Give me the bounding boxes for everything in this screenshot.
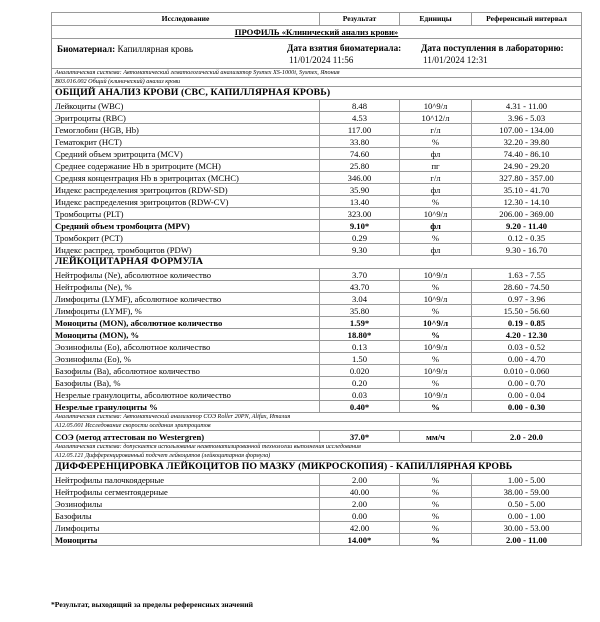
test-name: Эозинофилы (Eo), % bbox=[52, 353, 320, 365]
test-name: Моноциты (MON), абсолютное количество bbox=[52, 317, 320, 329]
result-row bbox=[52, 281, 582, 293]
test-name: Индекс распределения эритроцитов (RDW-CV) bbox=[52, 196, 320, 208]
reference-range: 4.20 - 12.30 bbox=[472, 329, 582, 341]
result-unit: фл bbox=[400, 244, 472, 256]
reference-range: 206.00 - 369.00 bbox=[472, 208, 582, 220]
reference-range: 0.03 - 0.52 bbox=[472, 341, 582, 353]
result-value: 0.13 bbox=[320, 341, 400, 353]
result-row bbox=[52, 136, 582, 148]
note-row bbox=[52, 452, 582, 461]
note-row bbox=[52, 69, 582, 78]
test-name: Индекс распред. тромбоцитов (PDW) bbox=[52, 244, 320, 256]
reference-range: 0.00 - 1.00 bbox=[472, 510, 582, 522]
reference-range: 0.50 - 5.00 bbox=[472, 498, 582, 510]
result-row bbox=[52, 474, 582, 486]
result-unit: % bbox=[400, 401, 472, 413]
biomaterial bbox=[57, 44, 193, 54]
result-row bbox=[52, 208, 582, 220]
footnote: *Результат, выходящий за пределы референсных значений bbox=[51, 600, 253, 609]
test-name: Нейтрофилы сегментоядерные bbox=[52, 486, 320, 498]
reference-range: 327.80 - 357.00 bbox=[472, 172, 582, 184]
result-row bbox=[52, 269, 582, 281]
reference-range: 2.0 - 20.0 bbox=[472, 431, 582, 443]
result-value: 2.00 bbox=[320, 498, 400, 510]
test-name: Индекс распределения эритроцитов (RDW-SD) bbox=[52, 184, 320, 196]
result-row bbox=[52, 431, 582, 443]
test-name: Гематокрит (HCT) bbox=[52, 136, 320, 148]
result-unit: 10^12/л bbox=[400, 112, 472, 124]
biomaterial-value: Капиллярная кровь bbox=[117, 43, 194, 54]
section-smear-title: ДИФФЕРЕНЦИРОВКА ЛЕЙКОЦИТОВ ПО МАЗКУ (МИКРОСКОПИЯ) - КАПИЛЛЯРНАЯ КРОВЬ bbox=[52, 461, 582, 474]
result-row bbox=[52, 148, 582, 160]
reference-range: 1.00 - 5.00 bbox=[472, 474, 582, 486]
result-row bbox=[52, 353, 582, 365]
reference-range: 3.96 - 5.03 bbox=[472, 112, 582, 124]
reference-range: 1.63 - 7.55 bbox=[472, 269, 582, 281]
test-name: Незрелые гранулоциты, абсолютное количество bbox=[52, 389, 320, 401]
reference-range: 15.50 - 56.60 bbox=[472, 305, 582, 317]
test-name: Эозинофилы bbox=[52, 498, 320, 510]
result-unit: % bbox=[400, 377, 472, 389]
meta-row bbox=[52, 39, 582, 69]
result-unit: % bbox=[400, 305, 472, 317]
result-row bbox=[52, 293, 582, 305]
result-row bbox=[52, 160, 582, 172]
analytic-system-note: Аналитическая система: Автоматический гематологический анализатор Sysmex XS-1000i, Sysmex, Япония bbox=[52, 69, 582, 78]
result-unit: % bbox=[400, 281, 472, 293]
service-code-note: B03.016.002 Общий (клинический) анализ крови bbox=[52, 78, 582, 87]
reference-range: 4.31 - 11.00 bbox=[472, 100, 582, 112]
result-value: 40.00 bbox=[320, 486, 400, 498]
note-row bbox=[52, 78, 582, 87]
result-value: 8.48 bbox=[320, 100, 400, 112]
analytic-system-note: Аналитическая система: допускается использование неавтоматизированной технологии выполнения исследования bbox=[52, 443, 582, 452]
test-name: Моноциты (MON), % bbox=[52, 329, 320, 341]
result-unit: фл bbox=[400, 148, 472, 160]
service-code-note: A12.05.121 Дифференцированный подсчет лейкоцитов (лейкоцитарная формула) bbox=[52, 452, 582, 461]
test-name: Среднее содержание Hb в эритроците (MCH) bbox=[52, 160, 320, 172]
result-value: 14.00* bbox=[320, 534, 400, 546]
note-row bbox=[52, 422, 582, 431]
lab-report bbox=[51, 12, 581, 546]
service-code-note: A12.05.001 Исследование скорости оседания эритроцитов bbox=[52, 422, 582, 431]
result-value: 33.80 bbox=[320, 136, 400, 148]
test-name: Средний объем эритроцита (MCV) bbox=[52, 148, 320, 160]
result-row bbox=[52, 112, 582, 124]
result-value: 3.04 bbox=[320, 293, 400, 305]
reference-range: 74.40 - 86.10 bbox=[472, 148, 582, 160]
reference-range: 0.12 - 0.35 bbox=[472, 232, 582, 244]
reference-range: 0.00 - 0.30 bbox=[472, 401, 582, 413]
section-cbc-title: ОБЩИЙ АНАЛИЗ КРОВИ (CBC, КАПИЛЛЯРНАЯ КРОВЬ) bbox=[52, 87, 582, 100]
result-row bbox=[52, 401, 582, 413]
test-name: Тромбокрит (PCT) bbox=[52, 232, 320, 244]
result-unit: фл bbox=[400, 220, 472, 232]
test-name: Базофилы bbox=[52, 510, 320, 522]
result-unit: 10^9/л bbox=[400, 341, 472, 353]
result-value: 0.03 bbox=[320, 389, 400, 401]
result-row bbox=[52, 510, 582, 522]
section-header-row bbox=[52, 461, 582, 474]
result-value: 13.40 bbox=[320, 196, 400, 208]
result-value: 323.00 bbox=[320, 208, 400, 220]
note-row bbox=[52, 413, 582, 422]
result-unit: 10^9/л bbox=[400, 317, 472, 329]
result-row bbox=[52, 100, 582, 112]
received-date-label: Дата поступления в лабораторию: bbox=[421, 42, 564, 53]
reference-range: 24.90 - 29.20 bbox=[472, 160, 582, 172]
result-unit: % bbox=[400, 486, 472, 498]
header-reference: Референсный интервал bbox=[472, 13, 582, 26]
result-value: 25.80 bbox=[320, 160, 400, 172]
result-value: 117.00 bbox=[320, 124, 400, 136]
result-row bbox=[52, 305, 582, 317]
test-name: СОЭ (метод аттестован по Westergren) bbox=[52, 431, 320, 443]
result-unit: г/л bbox=[400, 172, 472, 184]
result-value: 43.70 bbox=[320, 281, 400, 293]
test-name: Эозинофилы (Eo), абсолютное количество bbox=[52, 341, 320, 353]
result-row bbox=[52, 341, 582, 353]
reference-range: 2.00 - 11.00 bbox=[472, 534, 582, 546]
result-unit: 10^9/л bbox=[400, 365, 472, 377]
reference-range: 107.00 - 134.00 bbox=[472, 124, 582, 136]
result-row bbox=[52, 534, 582, 546]
result-unit: % bbox=[400, 232, 472, 244]
analytic-system-note: Аналитическая система: Автоматический анализатор СОЭ Roller 20PN, Alifax, Италия bbox=[52, 413, 582, 422]
section-header-row bbox=[52, 87, 582, 100]
reference-range: 9.20 - 11.40 bbox=[472, 220, 582, 232]
reference-range: 0.00 - 0.70 bbox=[472, 377, 582, 389]
result-row bbox=[52, 124, 582, 136]
result-row bbox=[52, 196, 582, 208]
result-unit: % bbox=[400, 136, 472, 148]
reference-range: 0.00 - 0.04 bbox=[472, 389, 582, 401]
result-value: 3.70 bbox=[320, 269, 400, 281]
result-row bbox=[52, 232, 582, 244]
results-table bbox=[51, 12, 582, 546]
test-name: Базофилы (Ba), % bbox=[52, 377, 320, 389]
result-value: 9.30 bbox=[320, 244, 400, 256]
result-value: 42.00 bbox=[320, 522, 400, 534]
header-units: Единицы bbox=[400, 13, 472, 26]
biomaterial-label: Биоматериал: bbox=[57, 43, 116, 54]
test-name: Эритроциты (RBC) bbox=[52, 112, 320, 124]
test-name: Тромбоциты (PLT) bbox=[52, 208, 320, 220]
header-test: Исследование bbox=[52, 13, 320, 26]
collection-date-value: 11/01/2024 11:56 bbox=[289, 54, 354, 65]
result-unit: % bbox=[400, 474, 472, 486]
reference-range: 12.30 - 14.10 bbox=[472, 196, 582, 208]
result-unit: % bbox=[400, 534, 472, 546]
result-unit: 10^9/л bbox=[400, 269, 472, 281]
test-name: Незрелые гранулоциты % bbox=[52, 401, 320, 413]
collection-date-label: Дата взятия биоматериала: bbox=[287, 42, 402, 53]
result-unit: % bbox=[400, 353, 472, 365]
reference-range: 35.10 - 41.70 bbox=[472, 184, 582, 196]
reference-range: 38.00 - 59.00 bbox=[472, 486, 582, 498]
test-name: Лимфоциты (LYMF), % bbox=[52, 305, 320, 317]
result-unit: % bbox=[400, 498, 472, 510]
result-row bbox=[52, 377, 582, 389]
result-row bbox=[52, 220, 582, 232]
result-value: 2.00 bbox=[320, 474, 400, 486]
result-unit: % bbox=[400, 329, 472, 341]
test-name: Лимфоциты bbox=[52, 522, 320, 534]
note-row bbox=[52, 443, 582, 452]
reference-range: 30.00 - 53.00 bbox=[472, 522, 582, 534]
result-value: 0.29 bbox=[320, 232, 400, 244]
section-leuko-title: ЛЕЙКОЦИТАРНАЯ ФОРМУЛА bbox=[52, 256, 582, 269]
result-row bbox=[52, 244, 582, 256]
received-date bbox=[421, 42, 564, 66]
test-name: Базофилы (Ba), абсолютное количество bbox=[52, 365, 320, 377]
result-row bbox=[52, 329, 582, 341]
test-name: Средняя концентрация Hb в эритроцитах (MCHC) bbox=[52, 172, 320, 184]
result-value: 1.59* bbox=[320, 317, 400, 329]
reference-range: 9.30 - 16.70 bbox=[472, 244, 582, 256]
result-unit: пг bbox=[400, 160, 472, 172]
result-row bbox=[52, 498, 582, 510]
test-name: Нейтрофилы (Ne), абсолютное количество bbox=[52, 269, 320, 281]
header-result: Результат bbox=[320, 13, 400, 26]
result-row bbox=[52, 317, 582, 329]
result-value: 35.90 bbox=[320, 184, 400, 196]
test-name: Нейтрофилы (Ne), % bbox=[52, 281, 320, 293]
collection-date bbox=[287, 42, 401, 66]
result-unit: 10^9/л bbox=[400, 389, 472, 401]
result-value: 18.80* bbox=[320, 329, 400, 341]
test-name: Лимфоциты (LYMF), абсолютное количество bbox=[52, 293, 320, 305]
result-row bbox=[52, 184, 582, 196]
result-unit: мм/ч bbox=[400, 431, 472, 443]
result-unit: 10^9/л bbox=[400, 100, 472, 112]
result-unit: % bbox=[400, 196, 472, 208]
reference-range: 0.19 - 0.85 bbox=[472, 317, 582, 329]
reference-range: 0.97 - 3.96 bbox=[472, 293, 582, 305]
result-unit: 10^9/л bbox=[400, 208, 472, 220]
result-value: 0.020 bbox=[320, 365, 400, 377]
result-row bbox=[52, 365, 582, 377]
result-unit: фл bbox=[400, 184, 472, 196]
result-unit: % bbox=[400, 522, 472, 534]
result-row bbox=[52, 389, 582, 401]
test-name: Лейкоциты (WBC) bbox=[52, 100, 320, 112]
test-name: Нейтрофилы палочкоядерные bbox=[52, 474, 320, 486]
reference-range: 0.00 - 4.70 bbox=[472, 353, 582, 365]
result-value: 35.80 bbox=[320, 305, 400, 317]
result-value: 74.60 bbox=[320, 148, 400, 160]
result-unit: 10^9/л bbox=[400, 293, 472, 305]
result-unit: % bbox=[400, 510, 472, 522]
result-value: 0.20 bbox=[320, 377, 400, 389]
reference-range: 32.20 - 39.80 bbox=[472, 136, 582, 148]
test-name: Моноциты bbox=[52, 534, 320, 546]
result-row bbox=[52, 486, 582, 498]
result-value: 9.10* bbox=[320, 220, 400, 232]
received-date-value: 11/01/2024 12:31 bbox=[423, 54, 488, 65]
result-unit: г/л bbox=[400, 124, 472, 136]
test-name: Гемоглобин (HGB, Hb) bbox=[52, 124, 320, 136]
result-row bbox=[52, 172, 582, 184]
profile-title: ПРОФИЛЬ «Клинический анализ крови» bbox=[234, 27, 399, 37]
result-value: 37.0* bbox=[320, 431, 400, 443]
section-header-row bbox=[52, 256, 582, 269]
table-header bbox=[52, 13, 582, 26]
test-name: Средний объем тромбоцита (MPV) bbox=[52, 220, 320, 232]
reference-range: 28.60 - 74.50 bbox=[472, 281, 582, 293]
reference-range: 0.010 - 0.060 bbox=[472, 365, 582, 377]
result-value: 1.50 bbox=[320, 353, 400, 365]
profile-title-row bbox=[52, 26, 582, 39]
result-value: 0.00 bbox=[320, 510, 400, 522]
result-row bbox=[52, 522, 582, 534]
result-value: 346.00 bbox=[320, 172, 400, 184]
result-value: 4.53 bbox=[320, 112, 400, 124]
result-value: 0.40* bbox=[320, 401, 400, 413]
